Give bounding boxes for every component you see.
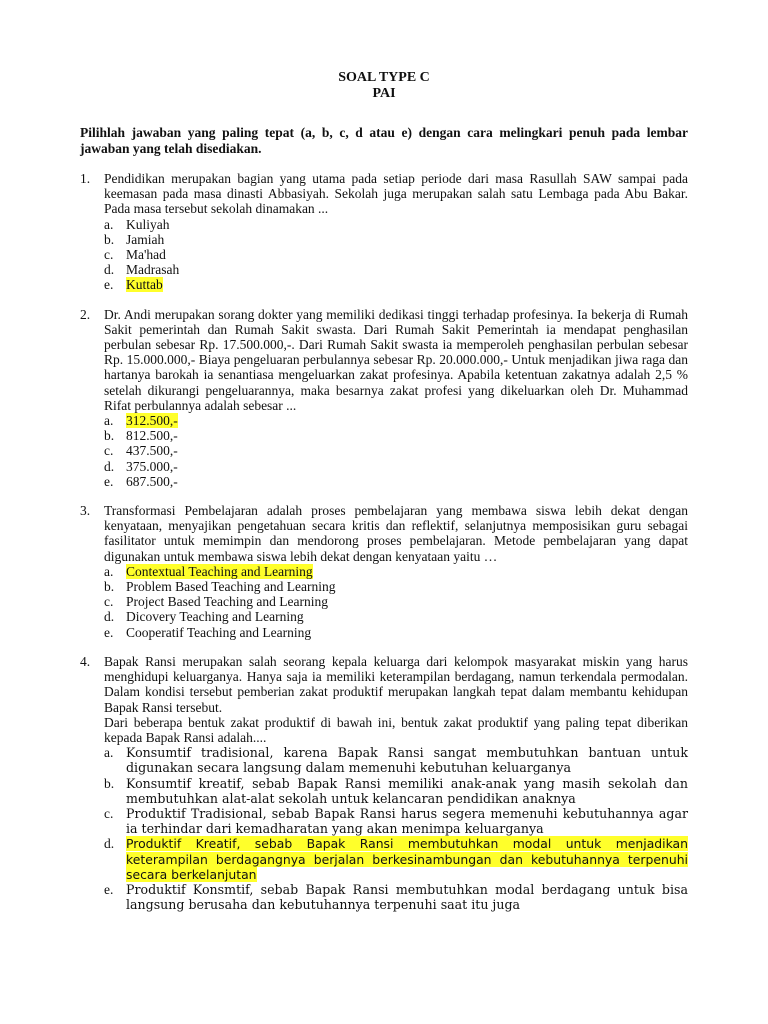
option-text: Produktif Tradisional, sebab Bapak Ransi harus segera memenuhi kebutuhannya agar ia terhindar dari kemadharatan yang akan menimpa keluarganya	[126, 805, 688, 837]
option-letter: b.	[104, 775, 115, 791]
question-paragraph: Bapak Ransi merupakan salah seorang kepala keluarga dari kelompok masyarakat miskin yang harus menghidupi keluarganya. Hanya saja ia memiliki keterampilan berdagang, namun terkendala permodalan. Dalam kondisi tersebut pemberian zakat produktif merupakan langkah tepat dalam membantu kehidupan Bapak Ransi tersebut.	[104, 653, 688, 715]
option-list	[104, 217, 688, 293]
option-letter: d.	[104, 836, 115, 852]
document-page	[80, 70, 688, 912]
title-line-soal-type: SOAL TYPE C	[338, 70, 430, 85]
question-text: Transformasi Pembelajaran adalah proses pembelajaran yang membawa siswa lebih dekat dengan kenyataan, menyajikan pengetahuan secara kritis dan reflektif, selanjutnya memposisikan guru sebagai fasilitator untuk memimpin dan mendorong proses pembelajaran. Metode pembelajaran yang dapat digunakan untuk membawa siswa lebih dekat dengan kenyataan yaitu …	[104, 503, 688, 564]
option-a-highlighted	[104, 413, 688, 428]
question-prompt: Dari beberapa bentuk zakat produktif di bawah ini, bentuk zakat produktif yang paling tepat diberikan kepada Bapak Ransi adalah....	[104, 714, 688, 745]
option-d	[104, 262, 688, 277]
option-letter: c.	[104, 443, 114, 459]
option-text: Ma'had	[126, 247, 166, 263]
option-letter: a.	[104, 216, 114, 232]
option-list	[104, 745, 688, 912]
option-letter: d.	[104, 458, 115, 474]
option-text: Project Based Teaching and Learning	[126, 594, 328, 610]
option-text: Produktif Konsmtif, sebab Bapak Ransi membutuhkan modal berdagang untuk bisa langsung berusaha dan kebutuhannya terpenuhi saat itu juga	[126, 881, 688, 913]
option-letter: a.	[104, 745, 114, 761]
option-c	[104, 247, 688, 262]
option-text-highlighted: Produktif Kreatif, sebab Bapak Ransi membutuhkan modal untuk menjadikan keterampilan berdagangnya berjalan berkesinambungan dan kebutuhannya terpenuhi secara berkelanjutan	[126, 836, 688, 882]
question-text	[104, 654, 688, 745]
option-letter: b.	[104, 231, 115, 247]
option-letter: a.	[104, 413, 114, 429]
option-letter: b.	[104, 579, 115, 595]
question-number: 3.	[80, 503, 91, 519]
instruction-text: Pilihlah jawaban yang paling tepat (a, b, c, d atau e) dengan cara melingkari penuh pada lembar jawaban yang telah disediakan.	[80, 125, 688, 156]
option-text: Dicovery Teaching and Learning	[126, 609, 304, 625]
option-b	[104, 232, 688, 247]
option-b	[104, 579, 688, 594]
option-letter: c.	[104, 594, 114, 610]
option-d	[104, 459, 688, 474]
question-4	[80, 654, 688, 912]
question-number: 4.	[80, 653, 91, 669]
option-letter: e.	[104, 624, 114, 640]
option-text-highlighted: Contextual Teaching and Learning	[126, 563, 313, 579]
option-e-highlighted	[104, 277, 688, 292]
option-text: Jamiah	[126, 231, 165, 247]
question-1	[80, 171, 688, 293]
option-letter: b.	[104, 428, 115, 444]
option-a	[104, 217, 688, 232]
option-text: 437.500,-	[126, 443, 178, 459]
question-text: Dr. Andi merupakan sorang dokter yang memiliki dedikasi tinggi terhadap profesinya. Ia bekerja di Rumah Sakit pemerintah dan Rumah Sakit swasta. Dari Rumah Sakit Pemerintah ia mendapat penghasilan perbulan sebesar Rp. 17.500.000,-. Dari Rumah Sakit swasta ia memperoleh penghasilan perbulan sebesar Rp. 15.000.000,- Biaya pengeluaran perbulannya sebesar Rp. 20.000.000,- Untuk menjadikan jiwa raga dan hartanya barokah ia senantiasa mengeluarkan zakat profesinya. Apabila ketentuan zakatnya adalah 2,5 % setelah dikurangi pengeluarannya, maka besarnya zakat profesi yang dikeluarkan oleh Dr. Muhammad Rifat perbulannya adalah sebesar ...	[104, 306, 688, 413]
option-a	[104, 745, 688, 775]
option-text-highlighted: Kuttab	[126, 277, 163, 293]
option-letter: d.	[104, 262, 115, 278]
option-a-highlighted	[104, 564, 688, 579]
option-letter: e.	[104, 277, 114, 293]
option-e	[104, 625, 688, 640]
option-list	[104, 564, 688, 640]
option-c	[104, 594, 688, 609]
question-number: 1.	[80, 171, 91, 186]
option-b	[104, 776, 688, 806]
question-text: Pendidikan merupakan bagian yang utama pada setiap periode dari masa Rasullah SAW sampai pada keemasan pada masa dinasti Abbasiyah. Sekolah juga merupakan salah satu Lembaga pada Abu Bakar. Pada masa tersebut sekolah dinamakan ...	[104, 171, 688, 217]
option-text: Madrasah	[126, 262, 180, 278]
option-text: 812.500,-	[126, 428, 178, 444]
option-letter: a.	[104, 563, 114, 579]
option-d	[104, 609, 688, 624]
option-c	[104, 443, 688, 458]
option-text: Cooperatif Teaching and Learning	[126, 624, 312, 640]
option-letter: c.	[104, 805, 114, 821]
question-2	[80, 307, 688, 489]
option-letter: d.	[104, 609, 115, 625]
title-line-subject: PAI	[372, 86, 396, 101]
option-text: 687.500,-	[126, 473, 178, 489]
option-e	[104, 474, 688, 489]
option-b	[104, 428, 688, 443]
option-letter: e.	[104, 473, 114, 489]
question-3	[80, 503, 688, 640]
question-number: 2.	[80, 306, 91, 322]
option-text: Konsumtif tradisional, karena Bapak Ransi sangat membutuhkan bantuan untuk digunakan secara langsung dalam memenuhi kebutuhan keluarganya	[126, 745, 688, 776]
option-letter: e.	[104, 881, 114, 897]
option-text: Problem Based Teaching and Learning	[126, 579, 336, 595]
option-text: Konsumtif kreatif, sebab Bapak Ransi memiliki anak-anak yang masih sekolah dan membutuhkan alat-alat sekolah untuk kelancaran pendidikan anaknya	[126, 775, 688, 806]
option-text: Kuliyah	[126, 216, 170, 232]
option-letter: c.	[104, 247, 114, 263]
option-e	[104, 882, 688, 912]
document-title	[80, 70, 688, 102]
option-list	[104, 413, 688, 489]
option-text: 375.000,-	[126, 458, 178, 474]
option-d-highlighted	[104, 836, 688, 882]
option-c	[104, 806, 688, 836]
option-text-highlighted: 312.500,-	[126, 413, 178, 429]
